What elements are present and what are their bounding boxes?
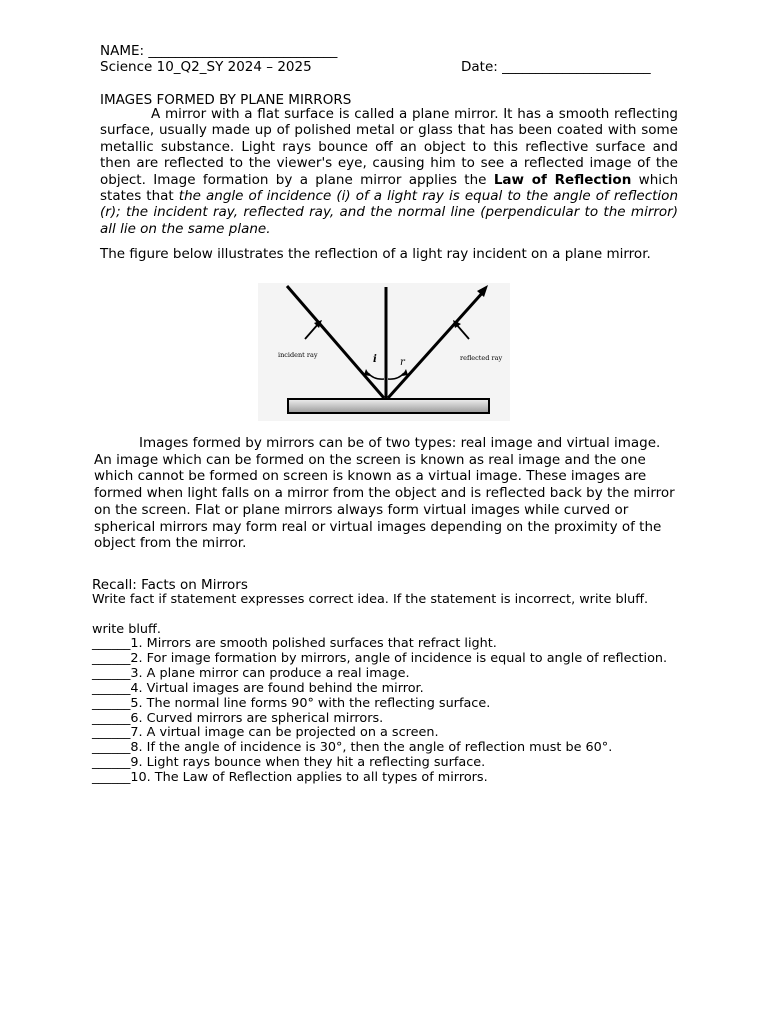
intro-text-2: which states that [100, 171, 678, 205]
section-title: IMAGES FORMED BY PLANE MIRRORS [100, 92, 352, 108]
figure-intro-paragraph: The figure below illustrates the reflection of a light ray incident on a plane mirror. [100, 246, 651, 262]
image-types-text: Images formed by mirrors can be of two types: real image and virtual image. An image which can be formed on the screen is known as real image and the one which cannot be formed on screen is known as a virtual image. These images are formed when light falls on a mirror from the object and is reflected back by the mirror on the screen. Flat or plane mirrors always form virtual images while curved or spherical mirrors may form real or virtual images depending on the proximity of the object from the mirror. [94, 435, 675, 552]
recall-instruction: Write fact if statement expresses correct idea. If the statement is incorrect, write bluff. [92, 592, 649, 607]
intro-paragraph [100, 106, 678, 237]
recall-item: ______10. The Law of Reflection applies to all types of mirrors. [92, 770, 488, 786]
reflection-diagram [258, 283, 510, 421]
reflected-ray-label: reflected ray [460, 354, 503, 362]
recall-item: ______6. Curved mirrors are spherical mirrors. [92, 710, 384, 726]
image-types-paragraph [94, 435, 678, 552]
recall-title: Recall: Facts on Mirrors [92, 577, 248, 593]
recall-item: ______7. A virtual image can be projected on a screen. [92, 725, 439, 741]
law-of-reflection-statement: the angle of incidence (i) of a light ray is equal to the angle of reflection (r); the incident ray, reflected ray, and the normal line (perpendicular to the mirror) all lie on the same plane. [100, 188, 678, 237]
name-field-label: NAME: ____________________________ [100, 43, 338, 59]
plane-mirror [288, 399, 489, 413]
law-of-reflection-term: Law of Reflection [493, 171, 632, 188]
recall-instruction-repeat: write bluff. [92, 622, 161, 637]
angle-r-label: r [400, 357, 405, 368]
recall-item: ______3. A plane mirror can produce a real image. [92, 665, 410, 681]
recall-item: ______8. If the angle of incidence is 30°, then the angle of reflection must be 60°. [92, 740, 613, 756]
recall-item: ______1. Mirrors are smooth polished surfaces that refract light. [92, 636, 497, 651]
recall-item: ______2. For image formation by mirrors, angle of incidence is equal to angle of reflection. [92, 650, 668, 666]
date-field-label: Date: ______________________ [461, 59, 651, 75]
angle-i-label: i [373, 354, 377, 365]
recall-item: ______5. The normal line forms 90° with the reflecting surface. [92, 695, 491, 711]
recall-item: ______9. Light rays bounce when they hit a reflecting surface. [92, 755, 486, 771]
recall-item: ______4. Virtual images are found behind the mirror. [92, 680, 424, 696]
course-label: Science 10_Q2_SY 2024 – 2025 [100, 59, 312, 75]
incident-ray-label: incident ray [278, 351, 318, 359]
intro-text-1: A mirror with a flat surface is called a plane mirror. It has a smooth reflecting surface, usually made up of polished metal or glass that has been coated with some metallic substance. Light rays bounce off an object to this reflective surface and then are reflected to the viewer's eye, causing him to see a reflected image of the object. Image formation by a plane mirror applies the [100, 106, 678, 188]
recall-items-list [92, 637, 678, 786]
